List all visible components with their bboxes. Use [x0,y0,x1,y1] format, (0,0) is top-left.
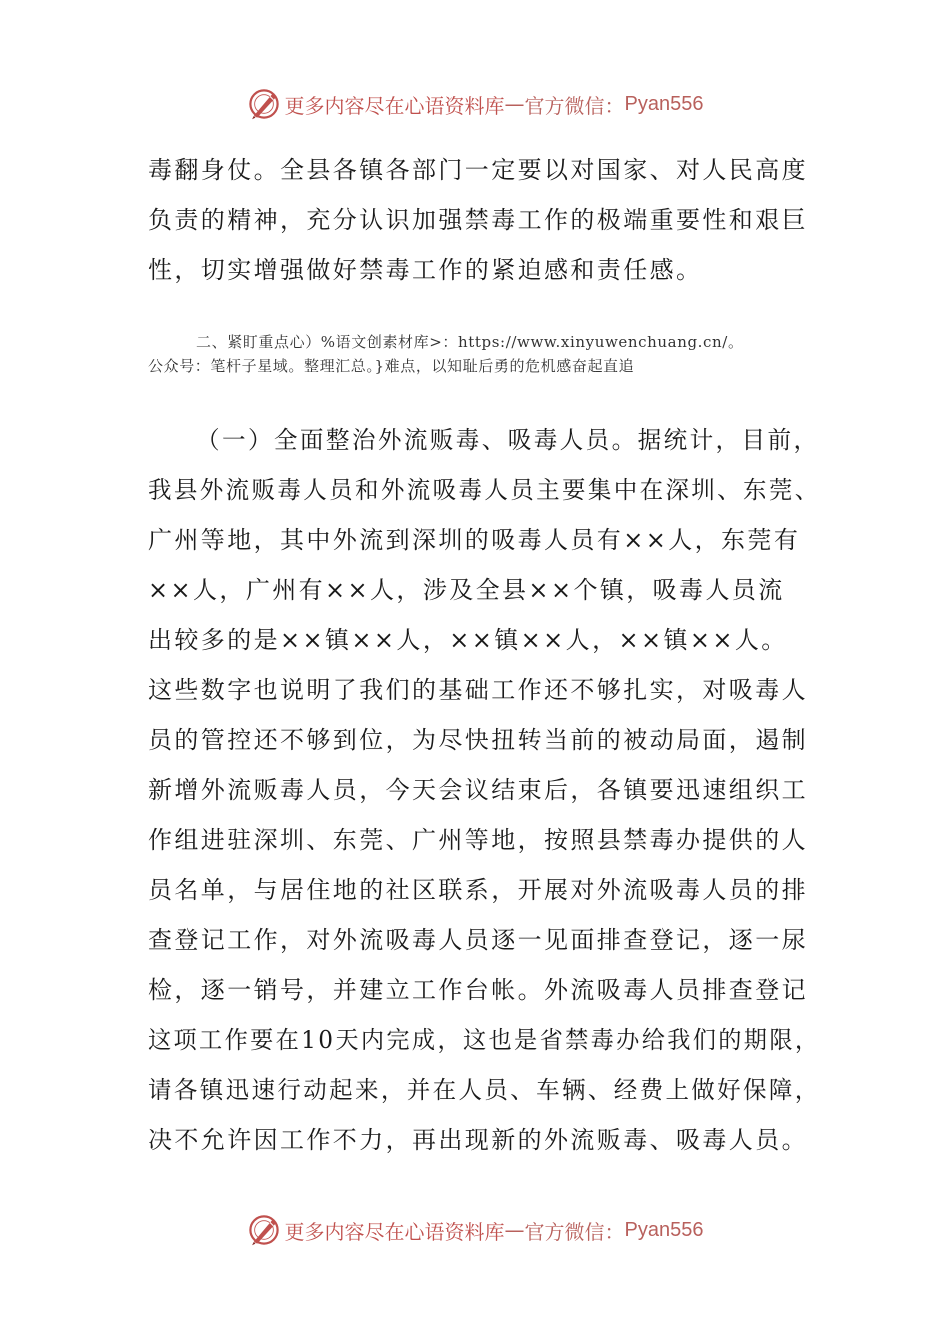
text-line: 检，逐一销号，并建立工作台帐。外流吸毒人员排查登记 [148,976,808,1004]
text-line: （一）全面整治外流贩毒、吸毒人员。据统计，目前， [196,426,820,454]
text-line: 毒翻身仗。全县各镇各部门一定要以对国家、对人民高度 [148,156,808,184]
text-line: 员名单，与居住地的社区联系，开展对外流吸毒人员的排 [148,876,808,904]
pen-logo-icon [247,1213,281,1247]
text-line: 决不允许因工作不力，再出现新的外流贩毒、吸毒人员。 [148,1126,808,1154]
text-line: 负责的精神，充分认识加强禁毒工作的极端重要性和艰巨 [148,206,808,234]
banner-title: 更多内容尽在心语资料库 [284,1219,505,1244]
text-line: 新增外流贩毒人员，今天会议结束后，各镇要迅速组织工 [148,776,808,804]
banner-dash: — [504,92,525,116]
banner-wechat-id: Pyan556 [624,1218,704,1241]
banner-title: 更多内容尽在心语资料库 [284,93,505,118]
source-note-line: 二、紧盯重点心）%语文创素材库>：https://www.xinyuwenchuang.cn/。 [196,333,744,351]
pen-logo-icon [247,87,281,121]
banner-wechat-label: 官方微信： [524,1219,625,1244]
banner-dash: — [504,1218,525,1242]
text-line: 作组进驻深圳、东莞、广州等地，按照县禁毒办提供的人 [148,826,808,854]
text-line: 这项工作要在10天内完成，这也是省禁毒办给我们的期限， [148,1026,821,1054]
header-banner [0,84,950,124]
text-line: 广州等地，其中外流到深圳的吸毒人员有××人，东莞有 [148,526,801,554]
footer-banner [0,1210,950,1250]
text-line: ××人，广州有××人，涉及全县××个镇，吸毒人员流 [148,576,785,604]
text-line: 查登记工作，对外流吸毒人员逐一见面排查登记，逐一尿 [148,926,808,954]
text-line: 性，切实增强做好禁毒工作的紧迫感和责任感。 [148,256,703,284]
text-line: 员的管控还不够到位，为尽快扭转当前的被动局面，遏制 [148,726,808,754]
text-line: 我县外流贩毒人员和外流吸毒人员主要集中在深圳、东莞、 [148,476,821,504]
banner-wechat-label: 官方微信： [524,93,625,118]
banner-wechat-id: Pyan556 [624,92,704,115]
text-line: 请各镇迅速行动起来，并在人员、车辆、经费上做好保障， [148,1076,821,1104]
source-note-line: 公众号：笔杆子星域。整理汇总。}难点，以知耻后勇的危机感奋起直追 [148,357,635,375]
text-line: 出较多的是××镇××人，××镇××人，××镇××人。 [148,626,788,654]
text-line: 这些数字也说明了我们的基础工作还不够扎实，对吸毒人 [148,676,808,704]
